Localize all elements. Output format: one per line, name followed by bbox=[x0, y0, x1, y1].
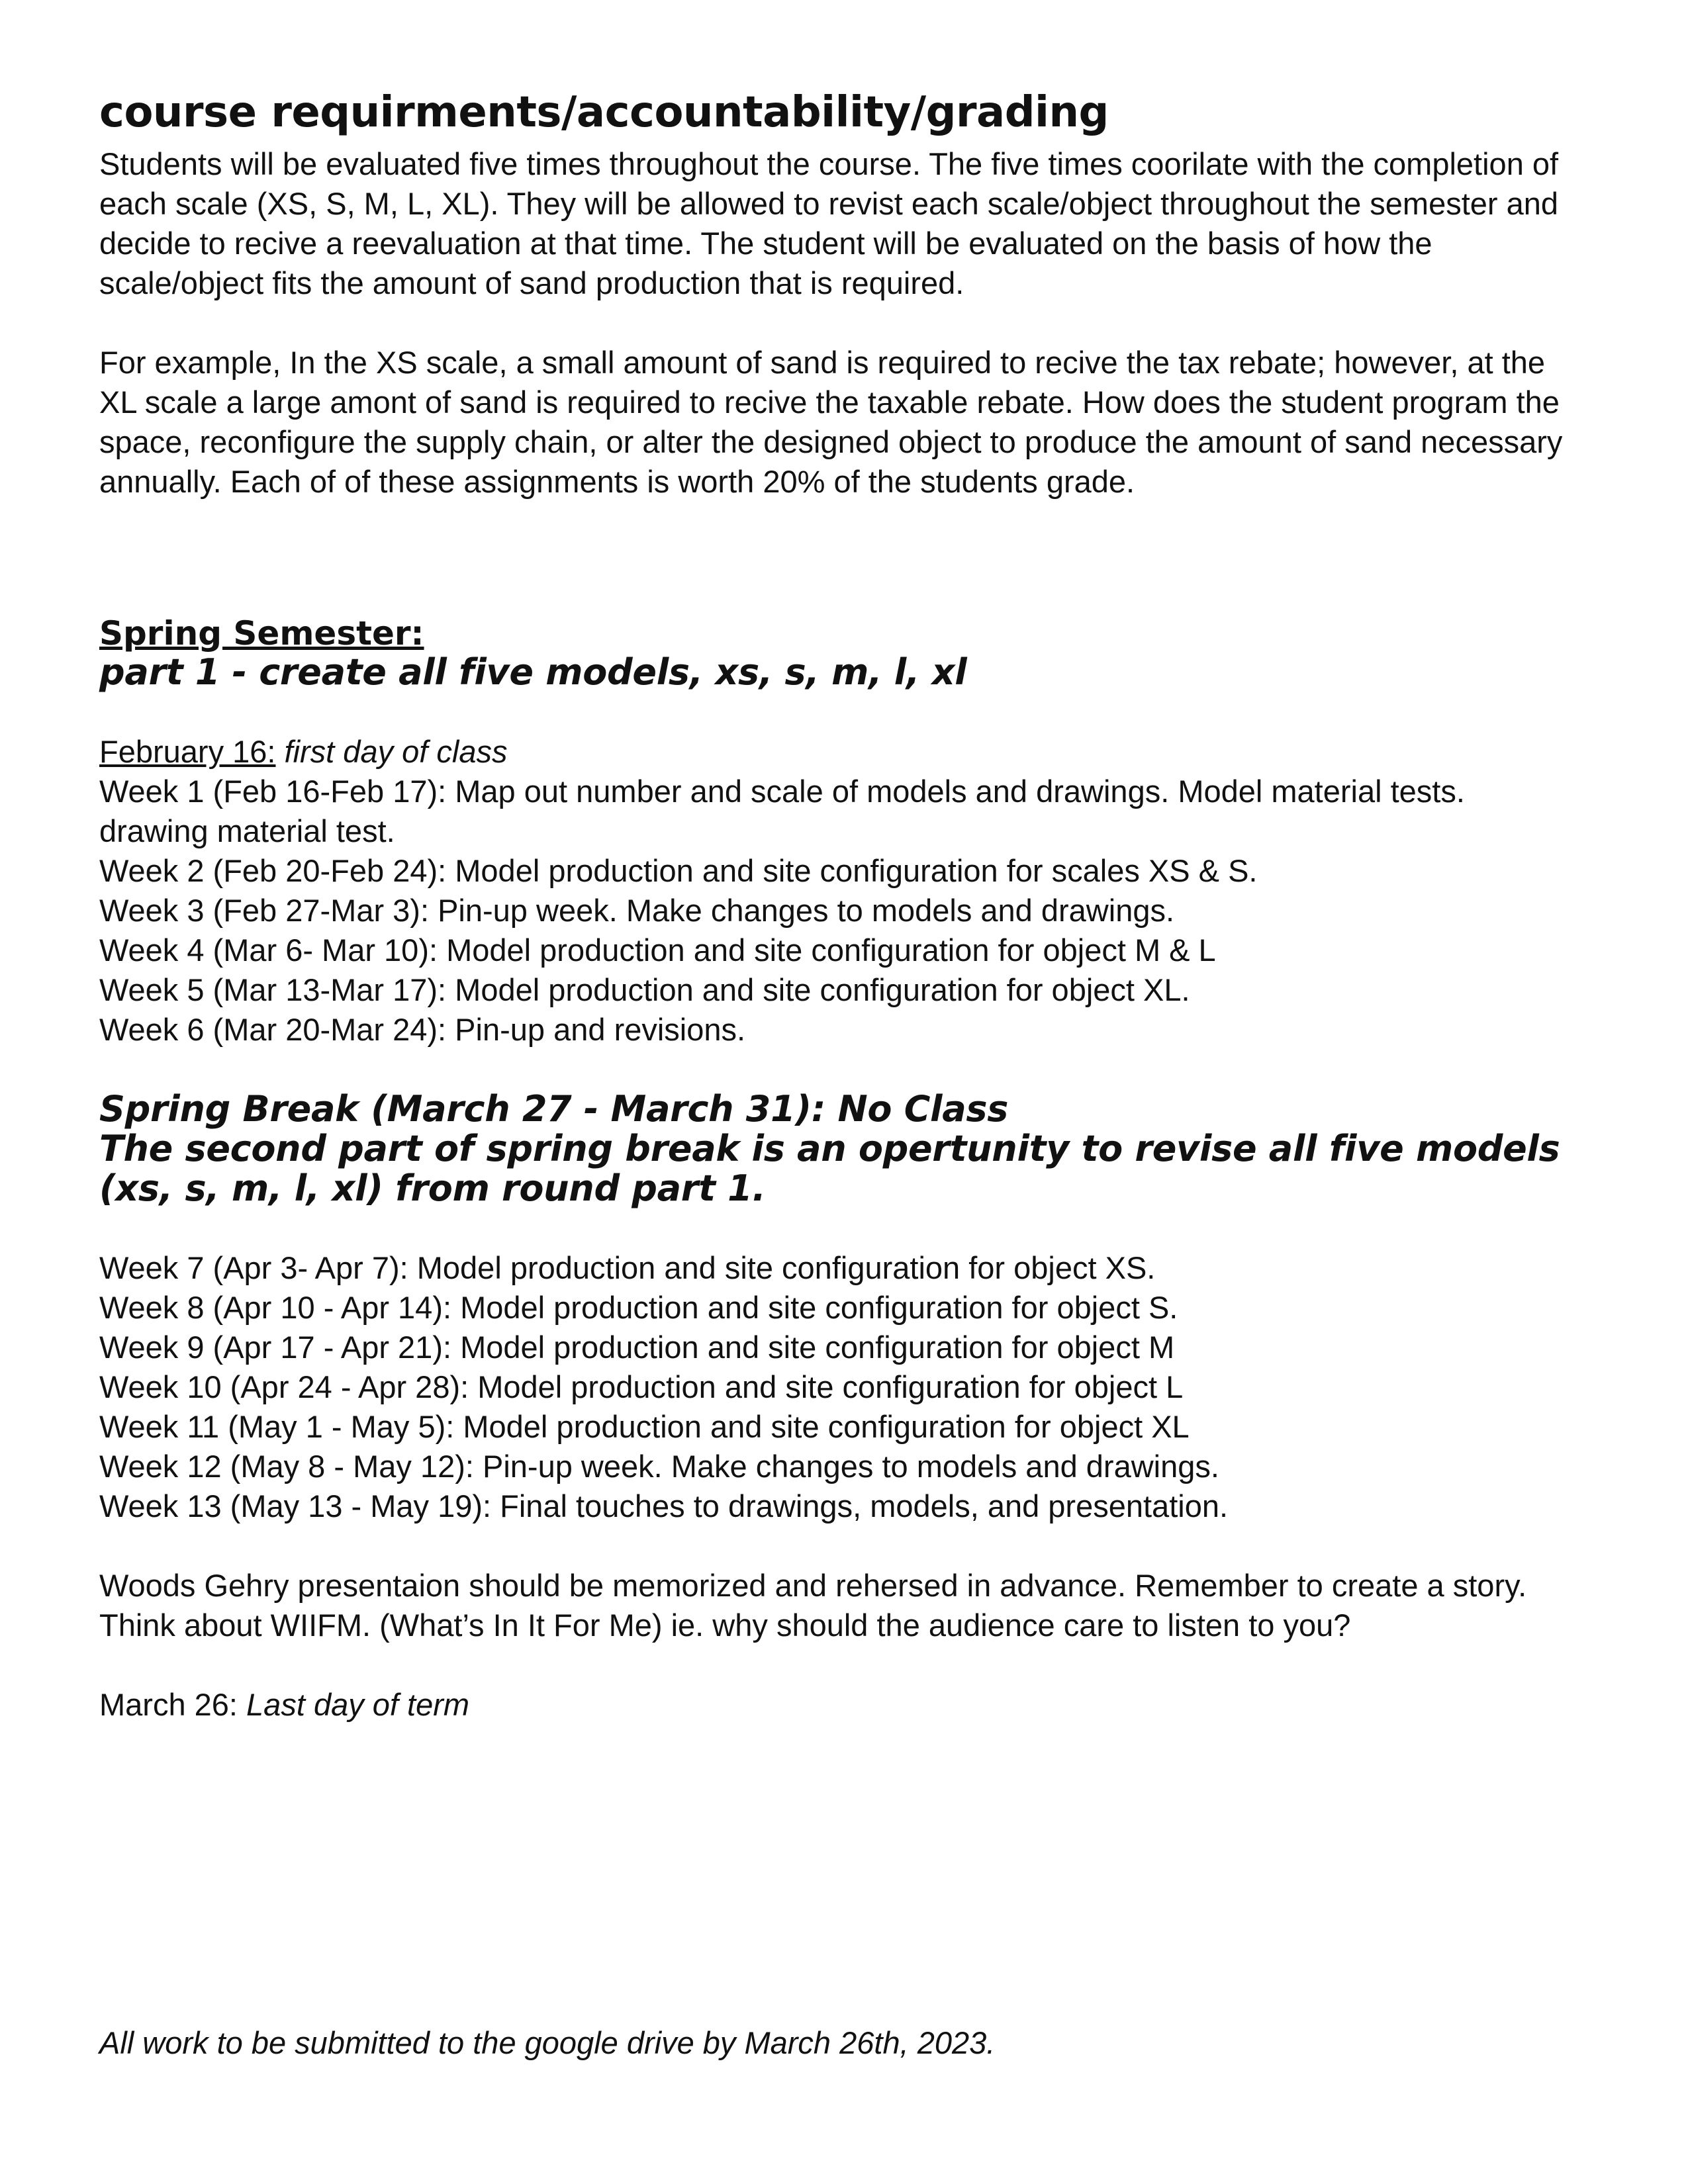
week-line: Week 1 (Feb 16-Feb 17): Map out number and scale of models and drawings. Model material tests. bbox=[99, 774, 1465, 809]
week-line: Week 2 (Feb 20-Feb 24): Model production and site configuration for scales XS & S. bbox=[99, 853, 1258, 888]
week-line: Week 3 (Feb 27-Mar 3): Pin-up week. Make changes to models and drawings. bbox=[99, 893, 1175, 928]
last-day-line bbox=[99, 1685, 1589, 1725]
week-line: Week 5 (Mar 13-Mar 17): Model production and site configuration for object XL. bbox=[99, 972, 1190, 1007]
week-line: Week 11 (May 1 - May 5): Model production and site configuration for object XL bbox=[99, 1409, 1190, 1444]
spacer bbox=[99, 1208, 1589, 1248]
section-heading: course requirments/accountability/grading bbox=[99, 88, 1109, 137]
spacer bbox=[99, 1526, 1589, 1566]
intro-paragraph-example: For example, In the XS scale, a small amount of sand is required to recive the tax rebate; however, at the XL scale a large amont of sand is required to recive the taxable rebate. How does the student program the space, reconfigure the supply chain, or alter the designed object to produce the amount of sand necessary annually. Each of of these assignments is worth 20% of the students grade. bbox=[99, 345, 1563, 499]
spring-break-title: Spring Break (March 27 - March 31): No Class bbox=[99, 1088, 1009, 1130]
semester-title: Spring Semester: bbox=[99, 614, 424, 653]
part-title: part 1 - create all five models, xs, s, m, l, xl bbox=[99, 651, 967, 693]
week-line: Week 10 (Apr 24 - Apr 28): Model production and site configuration for object L bbox=[99, 1369, 1184, 1404]
week-line: Week 4 (Mar 6- Mar 10): Model production and site configuration for object M & L bbox=[99, 933, 1216, 968]
first-day-line bbox=[99, 732, 1589, 772]
week-line: Week 9 (Apr 17 - Apr 21): Model production and site configuration for object M bbox=[99, 1330, 1175, 1365]
syllabus-page bbox=[99, 86, 1589, 1725]
submission-note: All work to be submitted to the google drive by March 26th, 2023. bbox=[99, 2025, 996, 2060]
last-day-note: Last day of term bbox=[246, 1687, 470, 1722]
week-line: drawing material test. bbox=[99, 813, 395, 848]
week-line: Week 7 (Apr 3- Apr 7): Model production and site configuration for object XS. bbox=[99, 1250, 1156, 1285]
spacer bbox=[99, 303, 1589, 343]
week-line: Week 8 (Apr 10 - Apr 14): Model production and site configuration for object S. bbox=[99, 1290, 1178, 1325]
intro-paragraph-evaluation: Students will be evaluated five times throughout the course. The five times coorilate with the completion of each scale (XS, S, M, L, XL). They will be allowed to revist each scale/object throughout the semester and decide to recive a reevaluation at that time. The student will be evaluated on the basis of how the scale/object fits the amount of sand production that is required. bbox=[99, 146, 1559, 300]
first-day-note: first day of class bbox=[284, 734, 508, 769]
presentation-note: Woods Gehry presentaion should be memorized and rehersed in advance. Remember to create a story. Think about WIIFM. (What’s In It For Me) ie. why should the audience care to listen to you? bbox=[99, 1568, 1527, 1643]
spacer bbox=[99, 1645, 1589, 1685]
week-line: Week 6 (Mar 20-Mar 24): Pin-up and revisions. bbox=[99, 1012, 746, 1047]
spacer bbox=[99, 692, 1589, 732]
last-day-date: March 26: bbox=[99, 1687, 238, 1722]
spring-break-note: The second part of spring break is an opertunity to revise all five models bbox=[99, 1128, 1560, 1169]
week-line: Week 13 (May 13 - May 19): Final touches to drawings, models, and presentation. bbox=[99, 1488, 1229, 1524]
spacer bbox=[99, 502, 1589, 614]
spring-break-note: (xs, s, m, l, xl) from round part 1. bbox=[99, 1167, 766, 1209]
spacer bbox=[99, 1050, 1589, 1089]
week-line: Week 12 (May 8 - May 12): Pin-up week. Make changes to models and drawings. bbox=[99, 1449, 1219, 1484]
first-day-date: February 16: bbox=[99, 734, 276, 769]
